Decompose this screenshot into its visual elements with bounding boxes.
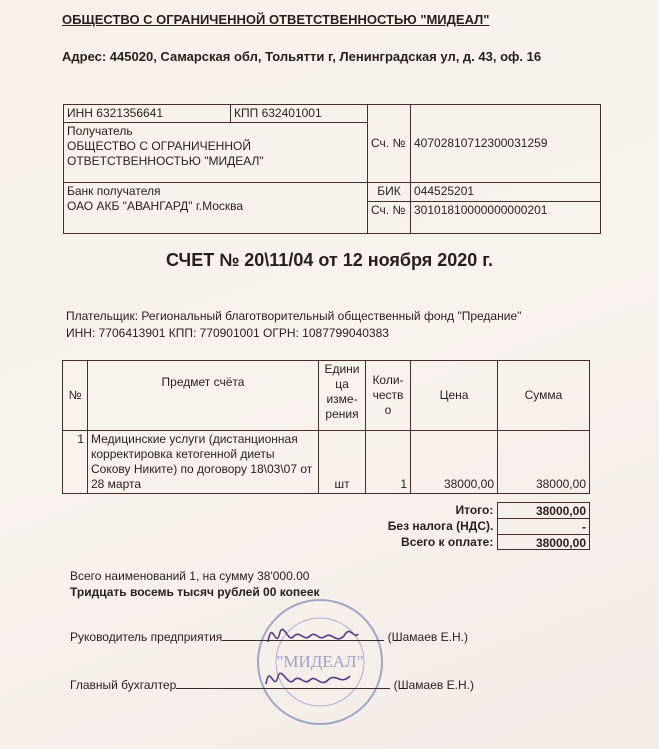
col-unit: Едини ца изме- рения [319,361,366,431]
col-subject: Предмет счёта [88,361,319,431]
items-table [62,360,590,494]
recipient [64,123,368,183]
row-subject: Медицинские услуги (дистанционная корректировка кетогенной диеты Сокову Никите) по договору 18\03\07 от 28 марта [88,431,319,494]
payer-line-2: ИНН: 7706413901 КПП: 770901001 ОГРН: 1087799040383 [66,326,389,340]
row-qty: 1 [366,431,411,494]
total-label: Итого: [455,503,494,517]
recipient-name-2: ОТВЕТСТВЕННОСТЬЮ "МИДЕАЛ" [67,154,264,168]
row-number: 1 [63,431,88,494]
col-sum: Сумма [498,361,590,431]
row-unit: шт [319,431,366,494]
recipient-bank [64,183,368,234]
total-value: 38000,00 [497,502,590,518]
invoice-title: СЧЕТ № 20\11/04 от 12 ноября 2020 г. [166,250,493,270]
col-number: № [63,361,88,431]
company-address: Адрес: 445020, Самарская обл, Тольятти г, Ленинградская ул, д. 43, оф. 16 [62,49,542,64]
accountant-name: (Шамаев Е.Н.) [393,678,474,692]
bank-details-table [63,104,601,234]
amount-in-words: Тридцать восемь тысяч рублей 00 копеек [70,585,320,599]
vat-label: Без налога (НДС). [387,519,494,533]
director-name: (Шамаев Е.Н.) [387,630,468,644]
inn: ИНН 6321356641 [64,105,231,123]
vat-value: - [497,518,590,534]
grand-total-value: 38000,00 [497,534,590,550]
col-qty: Коли- честв о [366,361,411,431]
totals [300,502,590,550]
corr-account: 30101810000000000201 [411,202,601,234]
corr-account-label: Сч. № [368,202,411,234]
director-role: Руководитель предприятия [70,630,223,644]
bank-label: Банк получателя [67,184,161,198]
row-sum: 38000,00 [498,431,590,494]
bik-label: БИК [368,183,411,202]
director-signature-line [70,630,468,644]
items-count-line: Всего наименований 1, на сумму 38'000.00 [70,569,310,583]
account-number: 40702810712300031259 [411,105,601,183]
bik: 044525201 [411,183,601,202]
table-row [63,431,590,494]
svg-text:"МИДЕАЛ": "МИДЕАЛ" [276,652,364,671]
company-title: ОБЩЕСТВО С ОГРАНИЧЕННОЙ ОТВЕТСТВЕННОСТЬЮ "МИДЕАЛ" [62,12,490,27]
accountant-signature-line [70,678,474,692]
accountant-role: Главный бухгалтер [70,678,177,692]
col-price: Цена [411,361,498,431]
recipient-label: Получатель [67,124,133,138]
account-label: Сч. № [368,105,411,183]
payer-line-1: Плательщик: Региональный благотворительный общественный фонд "Предание" [66,309,522,323]
recipient-name-1: ОБЩЕСТВО С ОГРАНИЧЕННОЙ [67,139,251,153]
kpp: КПП 632401001 [231,105,368,123]
row-price: 38000,00 [411,431,498,494]
bank-name: ОАО АКБ "АВАНГАРД" г.Москва [67,199,244,213]
grand-total-label: Всего к оплате: [401,535,494,549]
